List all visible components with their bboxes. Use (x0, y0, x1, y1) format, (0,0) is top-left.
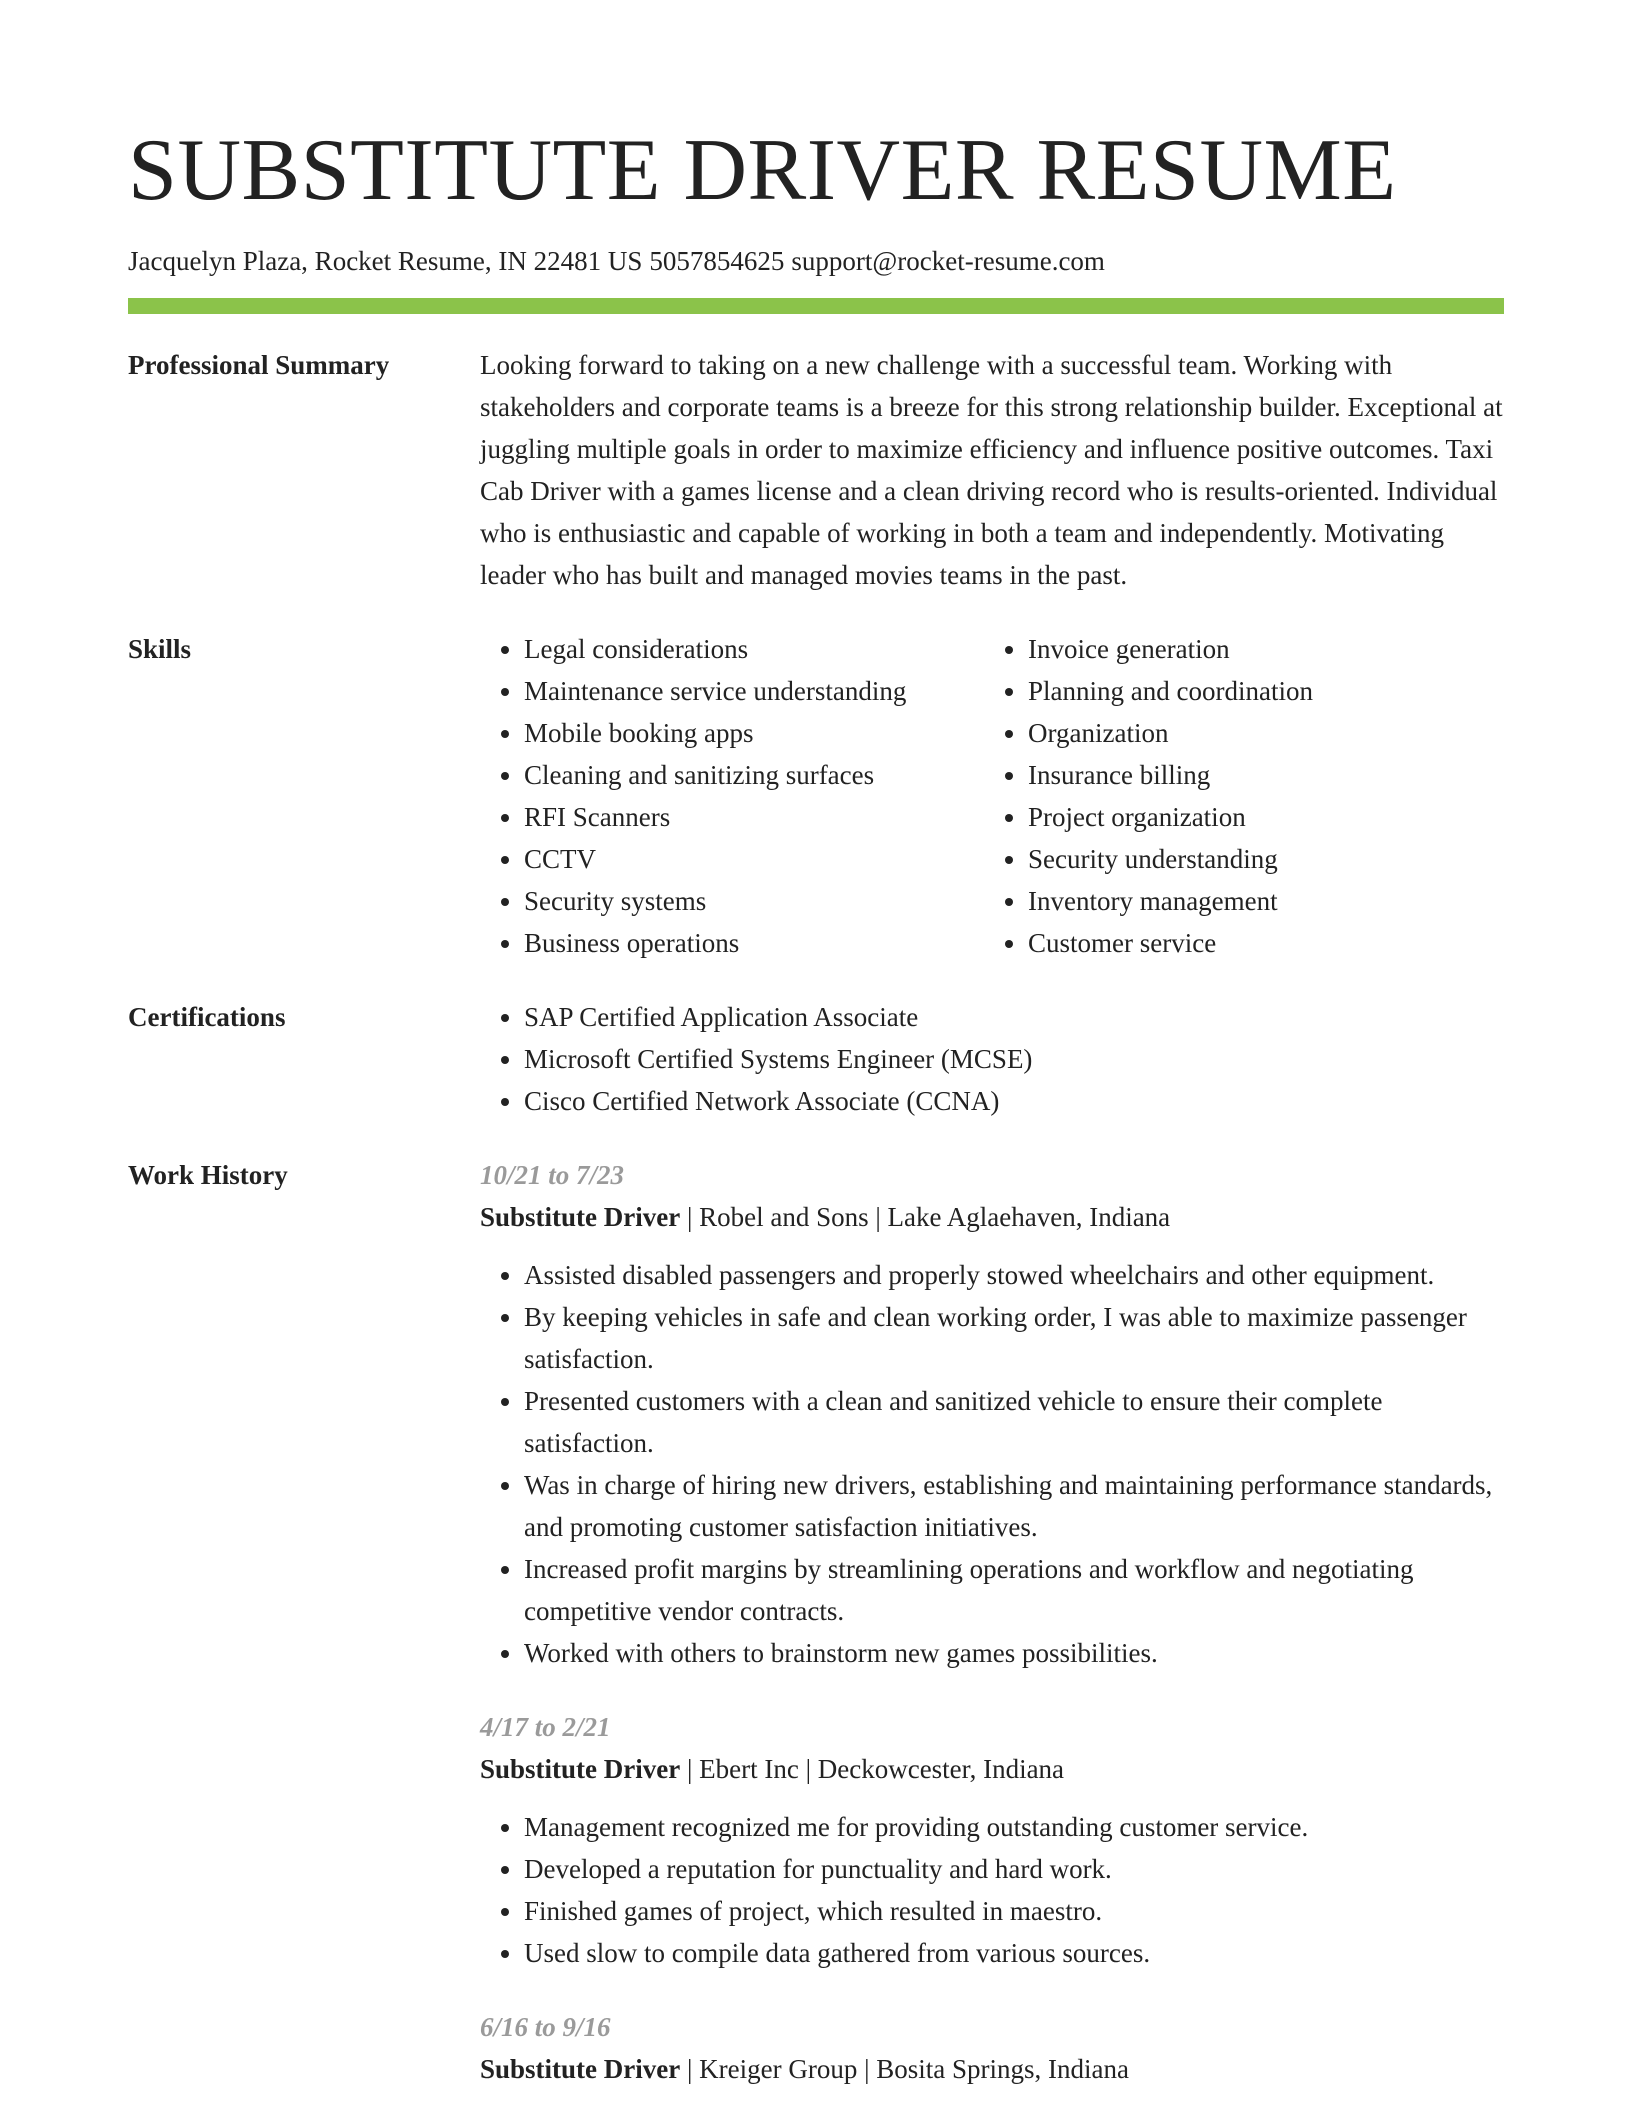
job-heading (480, 2048, 1504, 2090)
summary-label: Professional Summary (128, 350, 390, 380)
job-title: Substitute Driver (480, 1202, 681, 1232)
job-heading (480, 1196, 1504, 1238)
work-history-label: Work History (128, 1160, 288, 1190)
resume-page (128, 0, 1504, 2122)
job-bullet: • Used slow to compile data gathered from various sources. (524, 1932, 1504, 1974)
job-bullet: • Management recognized me for providing outstanding customer service. (524, 1806, 1504, 1848)
skill-item: • Security systems (524, 880, 984, 922)
resume-title: SUBSTITUTE DRIVER RESUME (128, 122, 1397, 219)
job-bullet: • Developed a reputation for punctuality and hard work. (524, 1848, 1504, 1890)
job-entry (480, 2006, 1504, 2090)
job-bullet: • Finished games of project, which resulted in maestro. (524, 1890, 1504, 1932)
summary-section (128, 344, 1504, 596)
job-bullet: • Presented customers with a clean and sanitized vehicle to ensure their complete satisfaction. (524, 1380, 1504, 1464)
skills-label: Skills (128, 634, 192, 664)
skill-item: • Business operations (524, 922, 984, 964)
skill-item: • Legal considerations (524, 628, 984, 670)
skills-list-left (480, 628, 984, 964)
skill-item: • Planning and coordination (1028, 670, 1488, 712)
certifications-list (480, 996, 1504, 1122)
skill-item: • Organization (1028, 712, 1488, 754)
skills-section (128, 628, 1504, 964)
contact-phone: 5057854625 (649, 246, 785, 276)
certification-item: • Microsoft Certified Systems Engineer (MCSE) (524, 1038, 1504, 1080)
job-title: Substitute Driver (480, 2054, 681, 2084)
job-bullets (480, 1254, 1504, 1674)
work-history-section (128, 1154, 1504, 2122)
skill-item: • Mobile booking apps (524, 712, 984, 754)
job-bullet: • Was in charge of hiring new drivers, establishing and maintaining performance standards, and promoting customer satisfaction initiatives. (524, 1464, 1504, 1548)
job-dates: 4/17 to 2/21 (480, 1712, 611, 1742)
job-dates: 10/21 to 7/23 (480, 1160, 625, 1190)
job-details: | Robel and Sons | Lake Aglaehaven, Indiana (680, 1202, 1171, 1232)
job-entry (480, 1154, 1504, 1674)
summary-text: Looking forward to taking on a new challenge with a successful team. Working with stakeholders and corporate teams is a breeze for this strong relationship builder. Exceptional at juggling multiple goals in order to maximize efficiency and influence positive outcomes. Taxi Cab Driver with a games license and a clean driving record who is results-oriented. Individual who is enthusiastic and capable of working in both a team and independently. Motivating leader who has built and managed movies teams in the past. (480, 350, 1503, 590)
job-heading (480, 1748, 1504, 1790)
job-title: Substitute Driver (480, 1754, 681, 1784)
skill-item: • Customer service (1028, 922, 1488, 964)
skills-list-right (984, 628, 1488, 964)
contact-line (128, 244, 1504, 278)
job-bullets (480, 1806, 1504, 1974)
job-bullet: • Worked with others to brainstorm new games possibilities. (524, 1632, 1504, 1674)
job-dates: 6/16 to 9/16 (480, 2012, 611, 2042)
skill-item: • Inventory management (1028, 880, 1488, 922)
header-divider (128, 298, 1504, 314)
skill-item: • Maintenance service understanding (524, 670, 984, 712)
certification-item: • SAP Certified Application Associate (524, 996, 1504, 1038)
skill-item: • Insurance billing (1028, 754, 1488, 796)
skill-item: • Cleaning and sanitizing surfaces (524, 754, 984, 796)
certifications-label: Certifications (128, 1002, 286, 1032)
skill-item: • Project organization (1028, 796, 1488, 838)
skill-item: • CCTV (524, 838, 984, 880)
skill-item: • RFI Scanners (524, 796, 984, 838)
certifications-section (128, 996, 1504, 1122)
certification-item: • Cisco Certified Network Associate (CCNA) (524, 1080, 1504, 1122)
job-details: | Ebert Inc | Deckowcester, Indiana (680, 1754, 1065, 1784)
job-details: | Kreiger Group | Bosita Springs, Indiana (680, 2054, 1129, 2084)
job-bullet: • Increased profit margins by streamlining operations and workflow and negotiating competitive vendor contracts. (524, 1548, 1504, 1632)
contact-email: support@rocket-resume.com (791, 246, 1105, 276)
skill-item: • Invoice generation (1028, 628, 1488, 670)
contact-address: Jacquelyn Plaza, Rocket Resume, IN 22481 US (128, 246, 643, 276)
job-bullet: • By keeping vehicles in safe and clean working order, I was able to maximize passenger satisfaction. (524, 1296, 1504, 1380)
job-entry (480, 1706, 1504, 1974)
job-bullet: • Assisted disabled passengers and properly stowed wheelchairs and other equipment. (524, 1254, 1504, 1296)
skill-item: • Security understanding (1028, 838, 1488, 880)
